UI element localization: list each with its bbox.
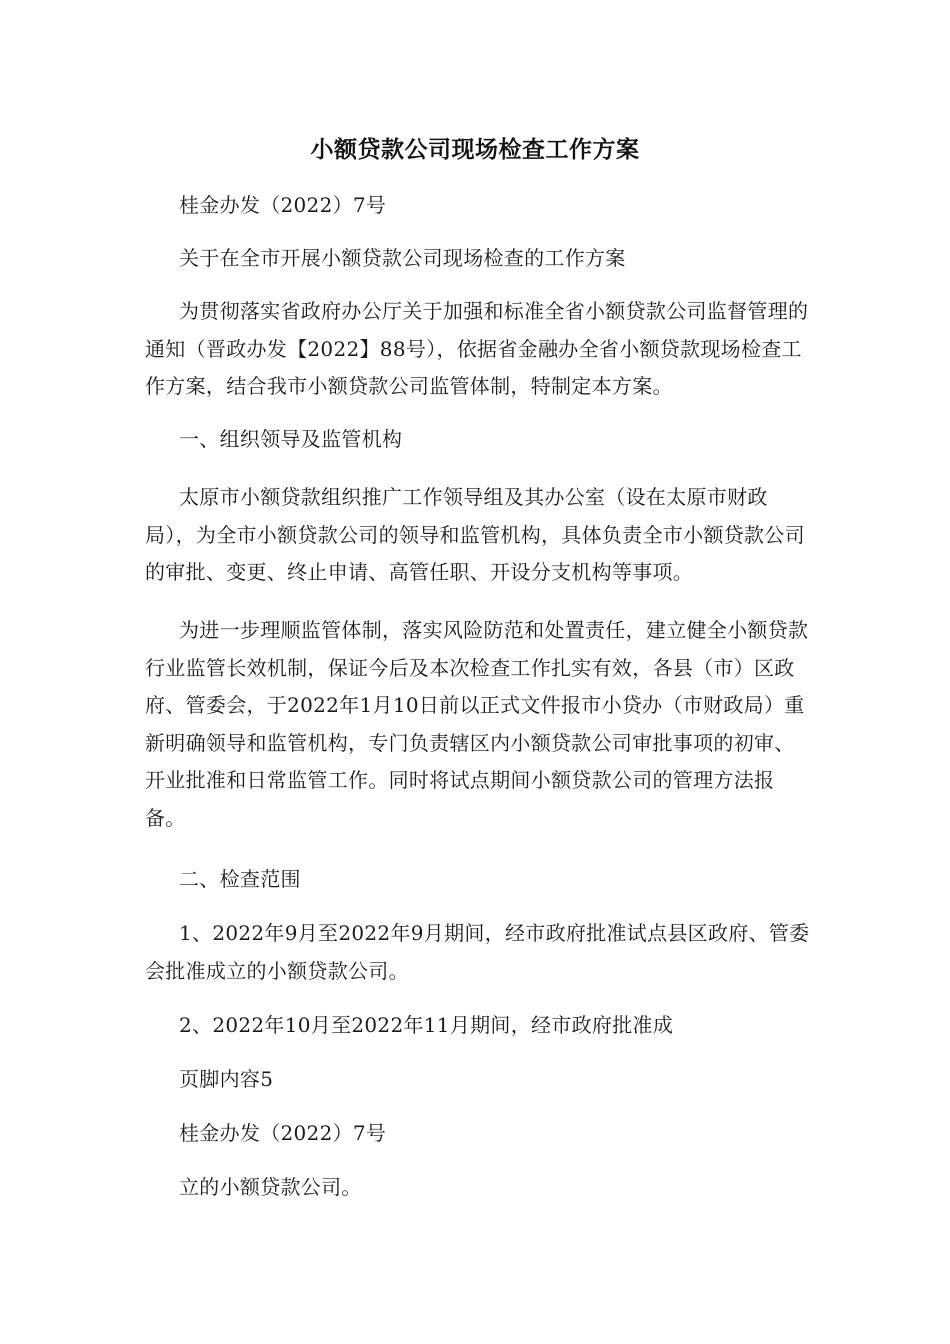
paragraph-supervision: 为进一步理顺监管体制，落实风险防范和处置责任，建立健全小额贷款行业监管长效机制，保证今后及本次检查工作扎实有效，各县（市）区政府、管委会，于2022年1月10日前以正式文件报市小贷办（市财政局）重新明确领导和监管机构，专门负责辖区内小额贷款公司审批事项的初审、开业批准和日常监管工作。同时将试点期间小额贷款公司的管理方法报备。 bbox=[145, 618, 809, 830]
section-heading-2: 二、检查范围 bbox=[179, 867, 301, 891]
document-number: 桂金办发（2022）7号 bbox=[179, 193, 387, 217]
page-header-number: 桂金办发（2022）7号 bbox=[179, 1121, 387, 1145]
paragraph-leadership: 太原市小额贷款组织推广工作领导组及其办公室（设在太原市财政局），为全市小额贷款公司的领导和监管机构，具体负责全市小额贷款公司的审批、变更、终止申请、高管任职、开设分支机构等事项。 bbox=[145, 485, 805, 584]
scope-item-1: 1、2022年9月至2022年9月期间，经市政府批准试点县区政府、管委会批准成立的小额贷款公司。 bbox=[145, 921, 810, 983]
section-heading-1: 一、组织领导及监管机构 bbox=[179, 427, 403, 451]
scope-item-2: 2、2022年10月至2022年11月期间，经市政府批准成 bbox=[179, 1013, 674, 1037]
page-footer: 页脚内容5 bbox=[179, 1067, 274, 1091]
document-subject: 关于在全市开展小额贷款公司现场检查的工作方案 bbox=[179, 246, 626, 270]
paragraph-intro: 为贯彻落实省政府办公厅关于加强和标准全省小额贷款公司监督管理的通知（晋政办发【2022】88号），依据省金融办全省小额贷款现场检查工作方案，结合我市小额贷款公司监管体制，特制定本方案。 bbox=[145, 299, 809, 398]
scope-item-2-continued: 立的小额贷款公司。 bbox=[179, 1175, 362, 1199]
document-title: 小额贷款公司现场检查工作方案 bbox=[310, 137, 640, 163]
